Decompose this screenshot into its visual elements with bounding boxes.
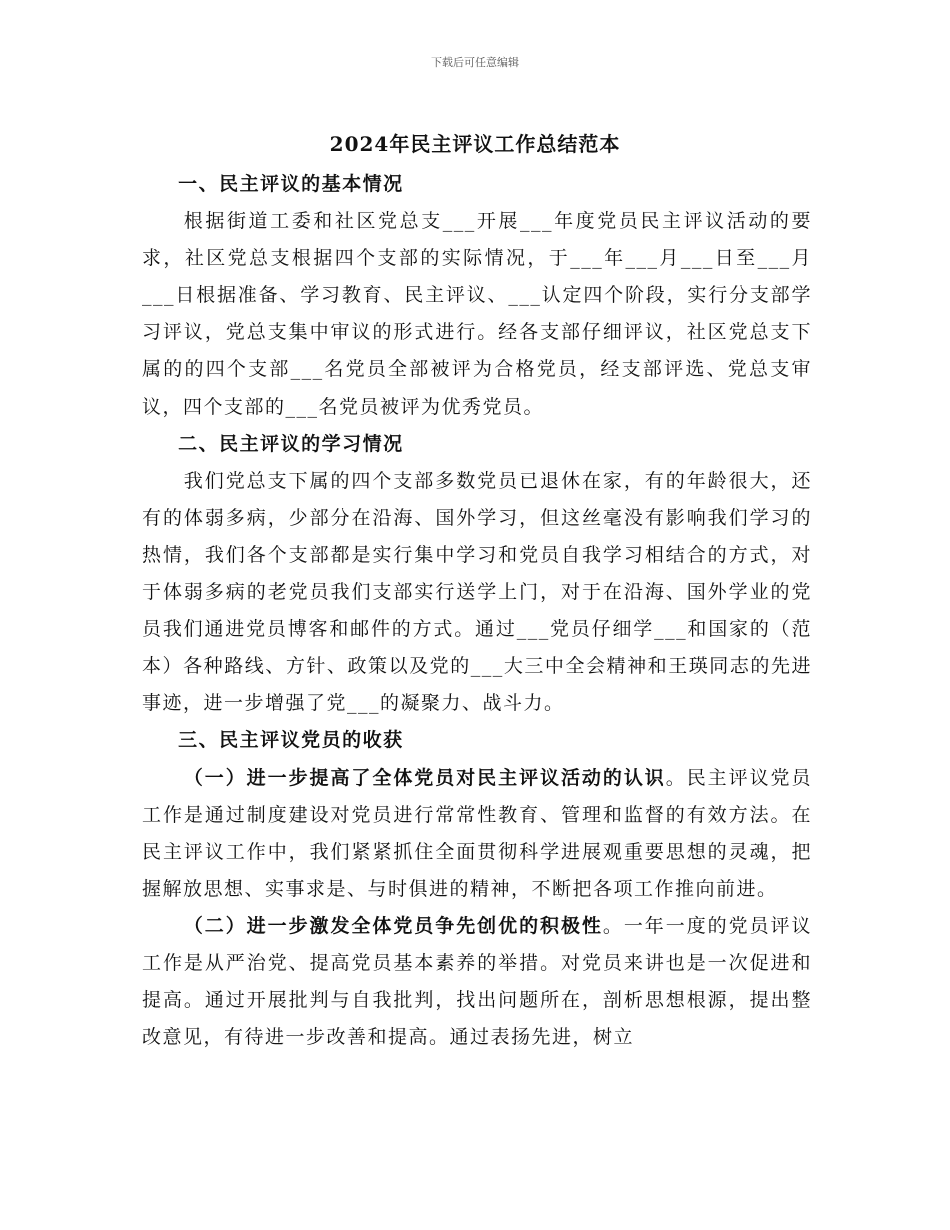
header-note: 下载后可任意编辑 [431,56,519,69]
section-heading-3: 三、民主评议党员的收获 [178,729,404,752]
subsection-1-text: 。民主评议党员工作是通过制度建设对党员进行常常性教育、管理和监督的有效方法。在民主评议工作中，我们紧紧抓住全面贯彻科学进展观重要思想的灵魂，把握解放思想、实事求是、与时俱进的精神，不断把各项工作推向前进。 [142,766,812,900]
subsection-2-lead: （二）进一步激发全体党员争先创优的积极性 [183,914,603,937]
document-body [142,166,812,1056]
section-heading-1: 一、民主评议的基本情况 [178,173,404,195]
subsection-1-paragraph [142,760,812,908]
document-title: 2024年民主评议工作总结范本 [329,132,621,156]
section-1-paragraph: 根据街道工委和社区党总支___开展___年度党员民主评议活动的要求，社区党总支根据四个支部的实际情况，于___年___月___日至___月___日根据准备、学习教育、民主评议、___认定四个阶段，实行分支部学习评议，党总支集中审议的形式进行。经各支部仔细评议，社区党总支下属的的四个支部___名党员全部被评为合格党员，经支部评选、党总支审议，四个支部的___名党员被评为优秀党员。 [142,210,812,418]
section-2-paragraph: 我们党总支下属的四个支部多数党员已退休在家，有的年龄很大，还有的体弱多病，少部分在沿海、国外学习，但这丝毫没有影响我们学习的热情，我们各个支部都是实行集中学习和党员自我学习相结合的方式，对于体弱多病的老党员我们支部实行送学上门，对于在沿海、国外学业的党员我们通进党员博客和邮件的方式。通过___党员仔细学___和国家的（范本）各种路线、方针、政策以及党的___大三中全会精神和王瑛同志的先进事迹，进一步增强了党___的凝聚力、战斗力。 [142,469,812,715]
subsection-2-text: 。一年一度的党员评议工作是从严治党、提高党员基本素养的举措。对党员来讲也是一次促进和提高。通过开展批判与自我批判，找出问题所在，剖析思想根源，提出整改意见，有待进一步改善和提高。通过表扬先进，树立 [142,914,812,1049]
subsection-1-lead: （一）进一步提高了全体党员对民主评议活动的认识 [183,766,666,789]
section-heading-2: 二、民主评议的学习情况 [178,432,404,455]
subsection-2-paragraph [142,908,812,1056]
